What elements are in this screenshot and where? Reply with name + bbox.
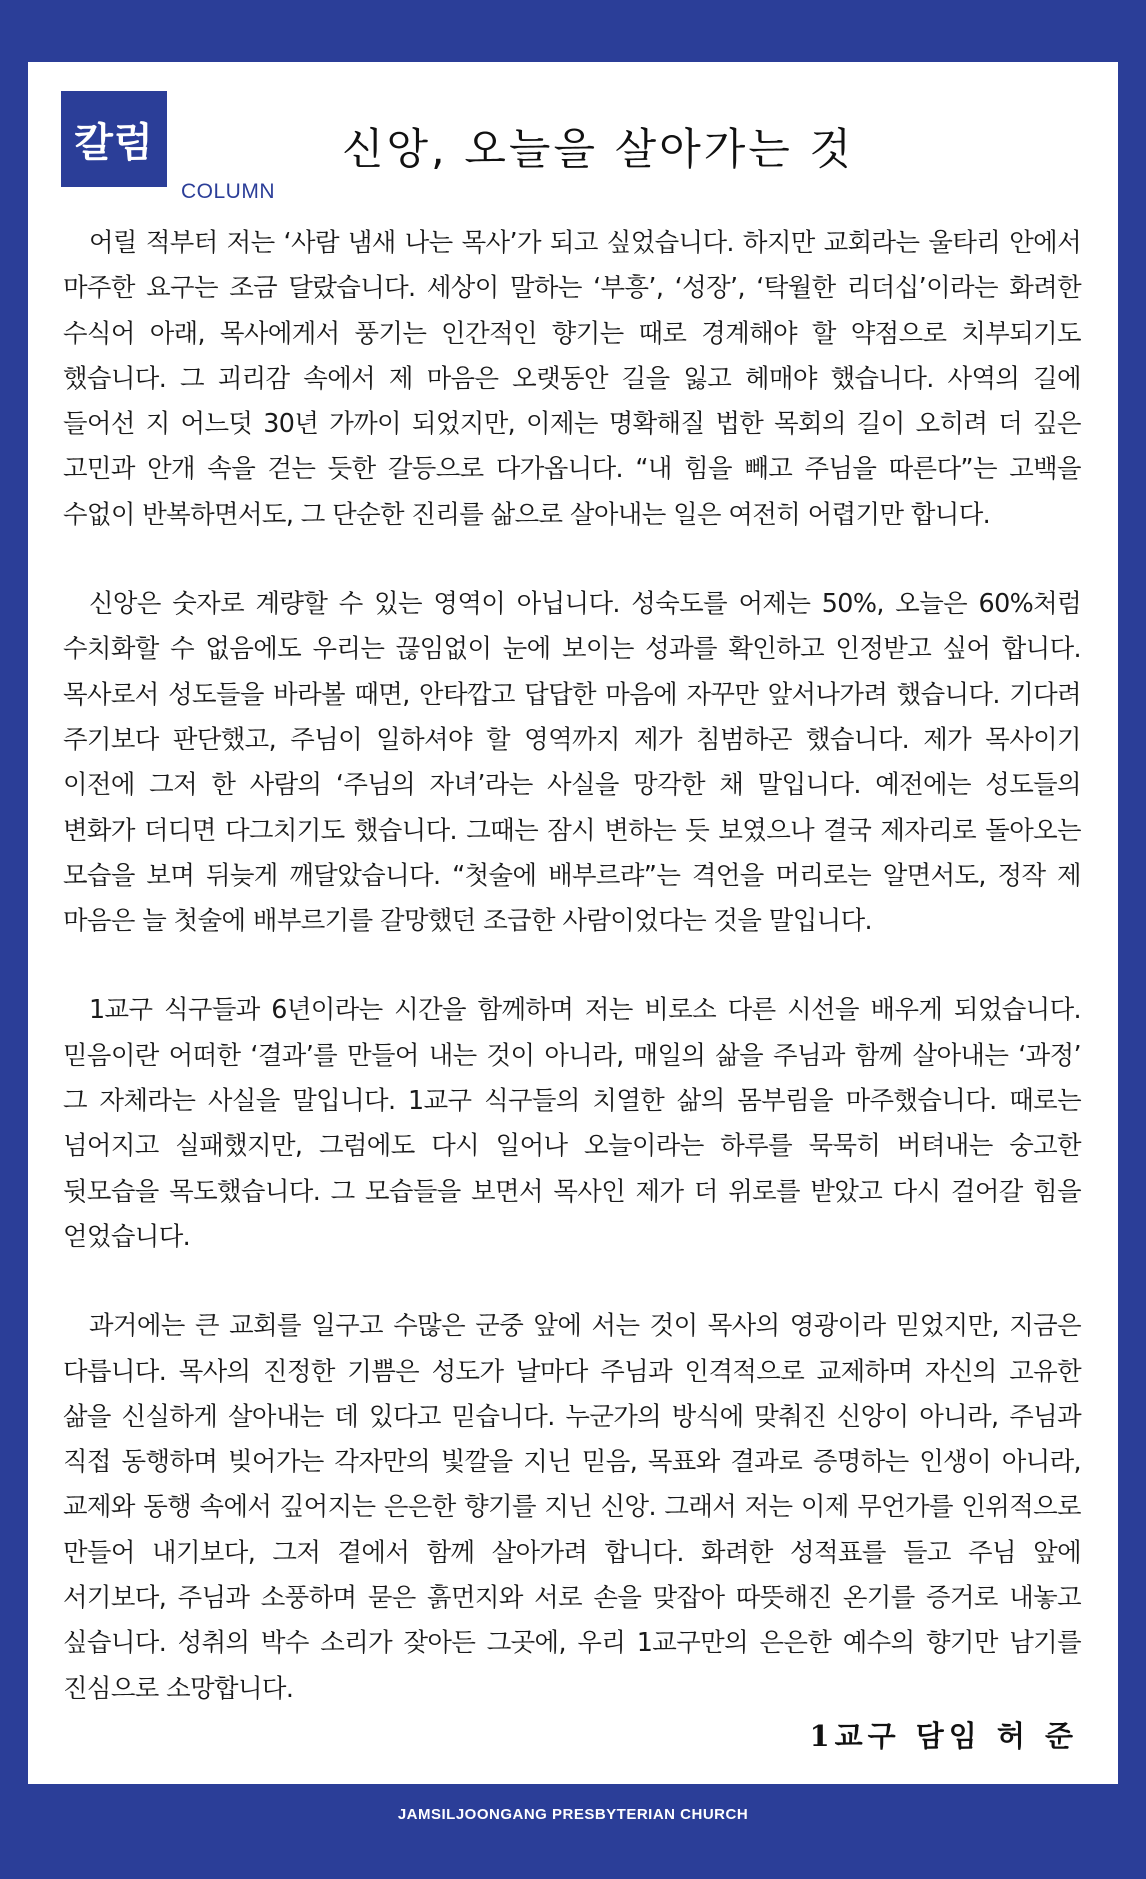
- page-title: 신앙, 오늘을 살아가는 것: [341, 125, 855, 175]
- column-badge-subtitle: COLUMN: [181, 180, 276, 203]
- column-paper: [28, 62, 1118, 1784]
- paragraph-2: 신앙은 숫자로 계량할 수 있는 영역이 아닙니다. 성숙도를 어제는 50%, 오늘은 60%처럼 수치화할 수 없음에도 우리는 끊임없이 눈에 보이는 성과를 확인하고 인정받고 싶어 합니다. 목사로서 성도들을 바라볼 때면, 안타깝고 답답한 마음에 자꾸만 앞서나가려 했습니다. 기다려 주기보다 판단했고, 주님이 일하셔야 할 영역까지 제가 침범하곤 했습니다. 제가 목사이기 이전에 그저 한 사람의 ‘주님의 자녀’라는 사실을 망각한 채 말입니다. 예전에는 성도들의 변화가 더디면 다그치기도 했습니다. 그때는 잠시 변하는 듯 보였으나 결국 제자리로 돌아오는 모습을 보며 뒤늦게 깨달았습니다. “첫술에 배부르랴”는 격언을 머리로는 알면서도, 정작 제 마음은 늘 첫술에 배부르기를 갈망했던 조급한 사람이었다는 것을 말입니다.: [63, 588, 1081, 936]
- column-badge-label: 칼럼: [74, 119, 154, 166]
- author-signature: 1교구 담임 허 준: [809, 1719, 1078, 1753]
- church-footer: JAMSILJOONGANG PRESBYTERIAN CHURCH: [397, 1806, 749, 1823]
- article-body: [63, 220, 1081, 1755]
- paragraph-3: 1교구 식구들과 6년이라는 시간을 함께하며 저는 비로소 다른 시선을 배우게 되었습니다. 믿음이란 어떠한 ‘결과’를 만들어 내는 것이 아니라, 매일의 삶을 주님과 함께 살아내는 ‘과정’ 그 자체라는 사실을 말입니다. 1교구 식구들의 치열한 삶의 몸부림을 마주했습니다. 때로는 넘어지고 실패했지만, 그럼에도 다시 일어나 오늘이라는 하루를 묵묵히 버텨내는 숭고한 뒷모습을 목도했습니다. 그 모습들을 보면서 목사인 제가 더 위로를 받았고 다시 걸어갈 힘을 얻었습니다.: [63, 994, 1081, 1251]
- column-badge: [61, 91, 167, 187]
- paragraph-4: 과거에는 큰 교회를 일구고 수많은 군중 앞에 서는 것이 목사의 영광이라 믿었지만, 지금은 다릅니다. 목사의 진정한 기쁨은 성도가 날마다 주님과 인격적으로 교제하며 자신의 고유한 삶을 신실하게 살아내는 데 있다고 믿습니다. 누군가의 방식에 맞춰진 신앙이 아니라, 주님과 직접 동행하며 빚어가는 각자만의 빛깔을 지닌 믿음, 목표와 결과로 증명하는 인생이 아니라, 교제와 동행 속에서 깊어지는 은은한 향기를 지닌 신앙. 그래서 저는 이제 무언가를 인위적으로 만들어 내기보다, 그저 곁에서 함께 살아가려 합니다. 화려한 성적표를 들고 주님 앞에 서기보다, 주님과 소풍하며 묻은 흙먼지와 서로 손을 맞잡아 따뜻해진 온기를 증거로 내놓고 싶습니다. 성취의 박수 소리가 잦아든 그곳에, 우리 1교구만의 은은한 예수의 향기만 남기를 진심으로 소망합니다.: [63, 1310, 1081, 1703]
- paragraph-1: 어릴 적부터 저는 ‘사람 냄새 나는 목사’가 되고 싶었습니다. 하지만 교회라는 울타리 안에서 마주한 요구는 조금 달랐습니다. 세상이 말하는 ‘부흥’, ‘성장’, ‘탁월한 리더십’이라는 화려한 수식어 아래, 목사에게서 풍기는 인간적인 향기는 때로 경계해야 할 약점으로 치부되기도 했습니다. 그 괴리감 속에서 제 마음은 오랫동안 길을 잃고 헤매야 했습니다. 사역의 길에 들어선 지 어느덧 30년 가까이 되었지만, 이제는 명확해질 법한 목회의 길이 오히려 더 깊은 고민과 안개 속을 걷는 듯한 갈등으로 다가옵니다. “내 힘을 빼고 주님을 따른다”는 고백을 수없이 반복하면서도, 그 단순한 진리를 삶으로 살아내는 일은 여전히 어렵기만 합니다.: [63, 227, 1081, 529]
